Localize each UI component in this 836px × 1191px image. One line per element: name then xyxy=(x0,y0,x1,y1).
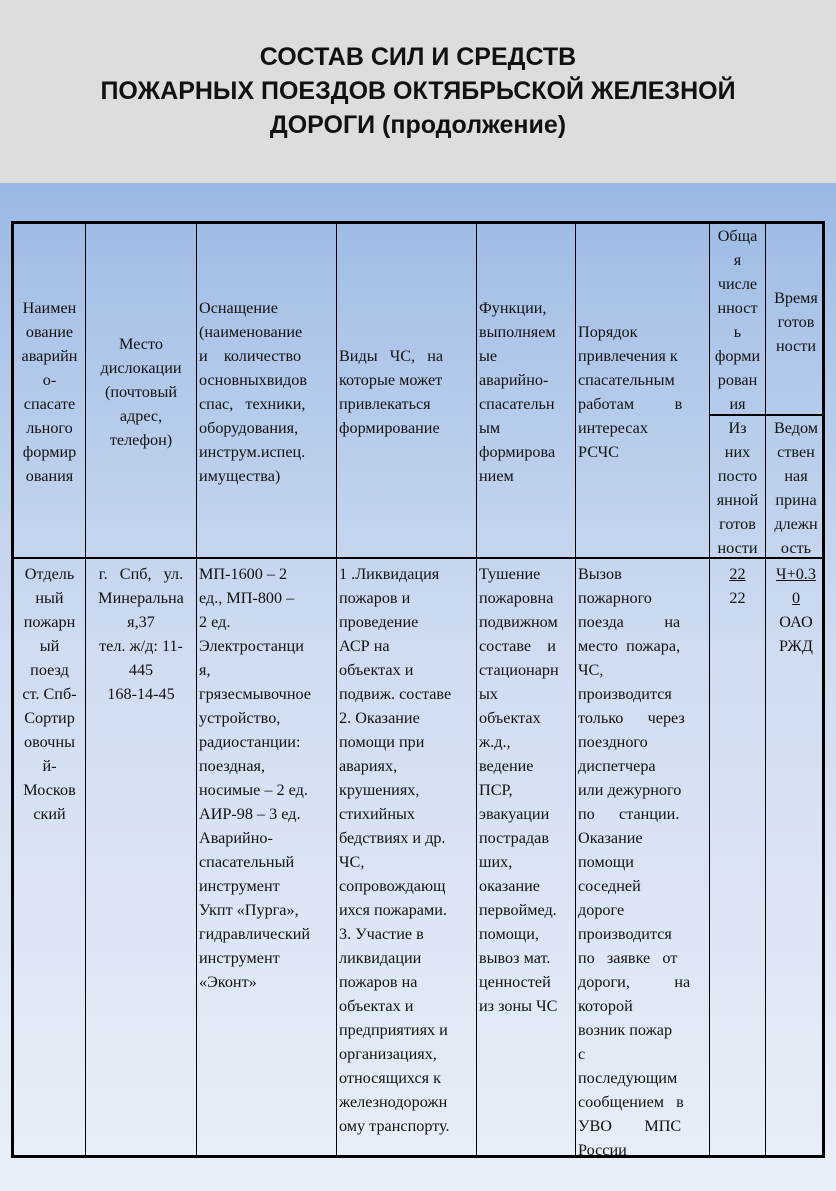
header-total-strength: Обща я числе нност ь форми рован ия xyxy=(714,227,761,413)
header-procedure: Порядок привлечения к спасательным работам в интересах РСЧС xyxy=(578,323,683,461)
cell-of-constant: 22 xyxy=(729,589,746,607)
header-location: Место дислокации (почтовый адрес, телефон) xyxy=(100,335,182,449)
grid-line xyxy=(336,224,337,1155)
header-functions: Функции, выполняем ые аварийно- спасательн ым формирова нием xyxy=(479,299,556,485)
cell-emergencies: 1 .Ликвидация пожаров и проведение АСР на объектах и подвиж. составе 2. Оказание помощи при авариях, крушениях, стихийных бедствиях и др. ЧС, сопровождающ ихся пожарами. 3. Участие в ликвидации пожаров на объектах и предприятиях и организациях, относящихся к железнодорожн ому транспорту. xyxy=(339,565,452,1135)
header-divider xyxy=(14,557,825,559)
header-equipment: Оснащение (наименование и количество основныхвидов спас, техники, оборудования, инструм.испец. имущества) xyxy=(199,299,307,485)
grid-line xyxy=(765,224,766,1155)
title-line-2: ПОЖАРНЫХ ПОЕЗДОВ ОКТЯБРЬСКОЙ ЖЕЛЕЗНОЙ xyxy=(100,77,736,105)
cell-functions: Тушение пожаровна подвижном составе и стационарн ых объектах ж.д., ведение ПСР, эвакуации пострадав ших, оказание первоймед. помощи, вывоз мат. ценностей из зоны ЧС xyxy=(479,565,559,1015)
grid-line xyxy=(196,224,197,1155)
header-emergencies: Виды ЧС, на которые может привлекаться формирование xyxy=(339,347,444,437)
cell-total-strength: 22 xyxy=(729,565,746,583)
cell-procedure: Вызов пожарного поезда на место пожара, ЧС, производится только через поездного диспетчера или дежурного по станции. Оказание помощи соседней дороге производится по заявке от дороги, на которой возник пожар с последующим сообщением в УВО МПС России xyxy=(578,565,691,1159)
title-line-3: ДОРОГИ (продолжение) xyxy=(269,111,567,139)
header-of-constant: Из них посто янной готов ности xyxy=(716,419,759,557)
forces-table xyxy=(11,221,825,1158)
grid-line xyxy=(476,224,477,1155)
title-line-1: СОСТАВ СИЛ И СРЕДСТВ xyxy=(259,43,577,71)
header-affiliation: Ведом ствен ная прина длежн ость xyxy=(773,419,819,557)
cell-location: г. Спб, ул. Минеральна я,37 тел. ж/д: 11- 445 168-14-45 xyxy=(98,565,184,703)
cell-name: Отдель ный пожарн ый поезд ст. Спб- Сортир овочны й- Москов ский xyxy=(22,565,77,823)
header-readiness-time: Время готов ности xyxy=(774,289,818,355)
cell-affiliation: ОАО РЖД xyxy=(779,613,813,655)
page-title xyxy=(0,40,836,142)
cell-equipment: МП-1600 – 2 ед., МП-800 – 2 ед. Электростанци я, грязесмывочное устройство, радиостанции: поездная, носимые – 2 ед. АИР-98 – 3 ед. Аварийно- спасательный инструмент Укпт «Пурга», гидравлический инструмент «Эконт» xyxy=(199,565,311,991)
cell-readiness-time: Ч+0.3 0 xyxy=(776,565,816,607)
grid-line xyxy=(575,224,576,1155)
header-name: Наимен ование аварийн о- спасате льного формир ования xyxy=(21,299,78,485)
